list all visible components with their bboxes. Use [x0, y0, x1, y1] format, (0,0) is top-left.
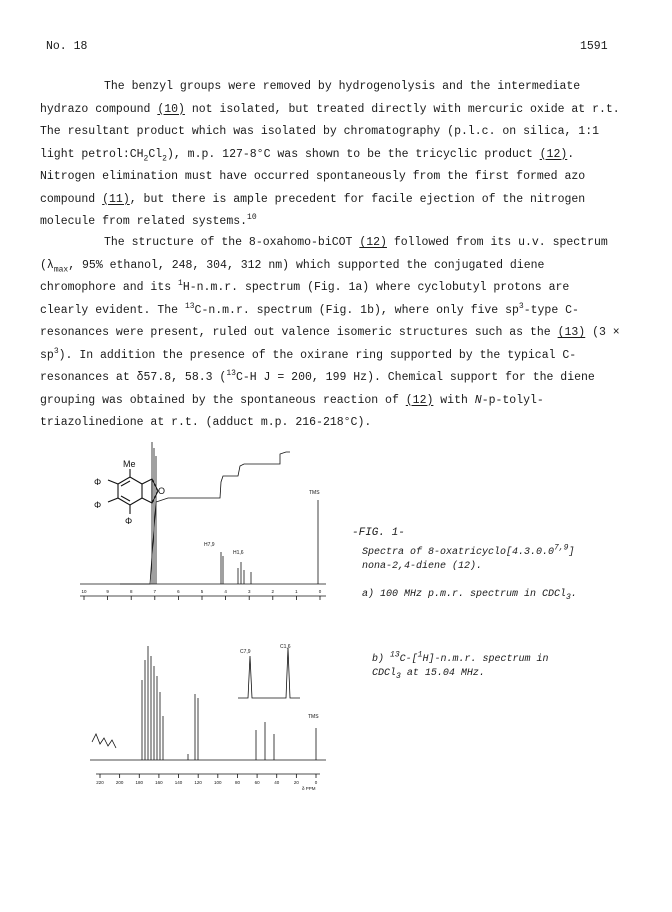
superscript: 3	[518, 301, 524, 311]
integral-trace	[120, 452, 290, 584]
axis-tick-label: 0	[318, 589, 322, 594]
text: nona-2,4-diene (12).	[362, 561, 483, 572]
peak-label-h16: H1,6	[233, 550, 244, 556]
text: a) 100 MHz p.m.r. spectrum in CDCl	[362, 589, 567, 600]
subscript: 3	[566, 593, 571, 602]
figure-subtitle	[362, 543, 632, 574]
text: Cl	[148, 147, 163, 161]
text: with	[433, 393, 475, 407]
axis-tick-label: 5	[200, 589, 204, 594]
spectrum-trace	[92, 646, 316, 760]
axis-tick-label: 7	[153, 589, 157, 594]
axis-unit: δ PPM	[302, 786, 316, 791]
subscript: 3	[396, 672, 401, 681]
text: H]-n.m.r. spectrum in	[422, 654, 549, 665]
peak-label-c79: C7,9	[240, 649, 251, 655]
text: ), m.p. 127-8°C was shown to be the tricyclic product	[166, 147, 540, 161]
text: . Nitrogen elimination must have occurred spontaneously from the first formed azo compound	[40, 147, 586, 206]
text: (3 × sp	[40, 326, 620, 362]
compound-ref: (11)	[102, 192, 130, 206]
axis-tick-label: 4	[224, 589, 227, 594]
subscript: max	[53, 264, 69, 274]
axis-tick-label: 9	[106, 589, 109, 594]
compound-ref: (12)	[359, 236, 387, 249]
axis-tick-label: 8	[129, 589, 133, 594]
axis-tick-label: 40	[274, 780, 280, 785]
text: -type C-resonances were present, ruled out valence isomeric structures such as the	[40, 303, 579, 339]
compound-ref: (12)	[405, 393, 434, 407]
axis-tick-label: 6	[177, 589, 180, 594]
struct-label-phi-1: Φ	[94, 477, 102, 487]
italic-n: N	[474, 393, 482, 407]
superscript: 13	[226, 369, 236, 379]
superscript: 1	[417, 650, 423, 660]
axis-tick-label: 180	[135, 780, 144, 785]
compound-ref: (13)	[557, 326, 586, 339]
text: , but there is ample precedent for facile ejection of the nitrogen molecule from related systems.	[40, 192, 586, 228]
axis-tick-label: 80	[234, 780, 240, 785]
text: C-H J = 200, 199 Hz). Chemical support for the diene grouping was obtained by the spontaneous reaction of	[40, 371, 595, 407]
text: followed from its u.v. spectrum (λ	[40, 236, 608, 272]
tms-label: TMS	[309, 490, 320, 496]
superscript: 13	[390, 650, 400, 660]
text: C-[	[399, 654, 418, 665]
molecular-structure	[108, 469, 158, 514]
axis-ticks	[81, 589, 321, 600]
axis-tick-label: 220	[96, 780, 104, 785]
text: ). In addition the presence of the oxirane ring supported by the typical C-resonances at δ57.8, 58.3 (	[40, 348, 577, 384]
struct-label-oxygen: O	[158, 486, 166, 496]
text: CDCl	[372, 668, 397, 679]
axis-tick-label: 2	[271, 589, 275, 594]
axis-tick-label: 140	[174, 780, 183, 785]
text: C-n.m.r. spectrum (Fig. 1b), where only five sp	[194, 303, 519, 317]
superscript: 13	[184, 301, 195, 311]
text: at 15.04 MHz.	[400, 668, 485, 679]
axis-tick-label: 60	[254, 780, 260, 785]
spectrum-b-13c-nmr	[90, 636, 334, 796]
struct-label-phi-3: Φ	[125, 516, 133, 526]
peak-label-h79: H7,9	[204, 542, 215, 548]
tms-label: TMS	[308, 714, 319, 720]
text: ]	[568, 547, 575, 558]
text: .	[570, 589, 577, 600]
paragraph-1	[40, 76, 620, 234]
axis-tick-label: 0	[314, 780, 318, 785]
superscript: 3	[53, 346, 59, 356]
axis-tick-label: 3	[247, 589, 251, 594]
peak-label-c16: C1,6	[280, 644, 291, 650]
text: not isolated, but treated directly with mercuric oxide at r.t. The resultant product which was isolated by chromatography (p.l.c. on silica, 1:1 light petrol:CH	[40, 102, 620, 161]
text: The structure of the 8-oxahomo-biCOT	[104, 236, 360, 249]
superscript: 7,9	[554, 543, 569, 553]
caption-b	[372, 650, 622, 681]
paragraph-2	[40, 232, 620, 435]
axis-tick-label: 200	[115, 780, 124, 785]
page-number: 1591	[580, 40, 608, 53]
struct-label-phi-2: Φ	[94, 500, 102, 510]
axis-tick-label: 10	[81, 589, 87, 594]
axis-ticks	[96, 774, 318, 785]
axis-tick-label: 160	[155, 780, 163, 785]
inset-expansion	[238, 648, 300, 698]
superscript: 1	[178, 279, 183, 289]
subscript: 2	[143, 153, 149, 163]
text: , 95% ethanol, 248, 304, 312 nm) which supported the conjugated diene chromophore and its	[40, 258, 545, 294]
text: H-n.m.r. spectrum (Fig. 1a) where cyclobutyl protons are clearly evident. The	[40, 281, 570, 317]
axis-tick-label: 100	[214, 780, 222, 785]
caption-a	[362, 588, 577, 602]
axis-tick-label: 120	[194, 780, 202, 785]
reference-superscript: 10	[247, 213, 257, 223]
journal-number: No. 18	[46, 40, 88, 53]
text: b)	[372, 654, 391, 665]
axis-tick-label: 20	[293, 780, 299, 785]
axis-tick-label: 1	[295, 589, 298, 594]
figure-title: -FIG. 1-	[352, 527, 405, 539]
struct-label-me: Me	[123, 459, 136, 469]
spectrum-a-1h-nmr	[80, 436, 336, 616]
compound-ref: (12)	[539, 147, 568, 161]
text: -p-tolyl-triazolinedione at r.t. (adduct m.p. 216-218°C).	[40, 393, 544, 429]
spectrum-trace	[152, 442, 318, 584]
text: Spectra of 8-oxatricyclo[4.3.0.0	[362, 547, 555, 558]
compound-ref: (10)	[157, 102, 185, 116]
subscript: 2	[162, 153, 167, 163]
text: The benzyl groups were removed by hydrogenolysis and the intermediate hydrazo compound	[40, 80, 581, 116]
